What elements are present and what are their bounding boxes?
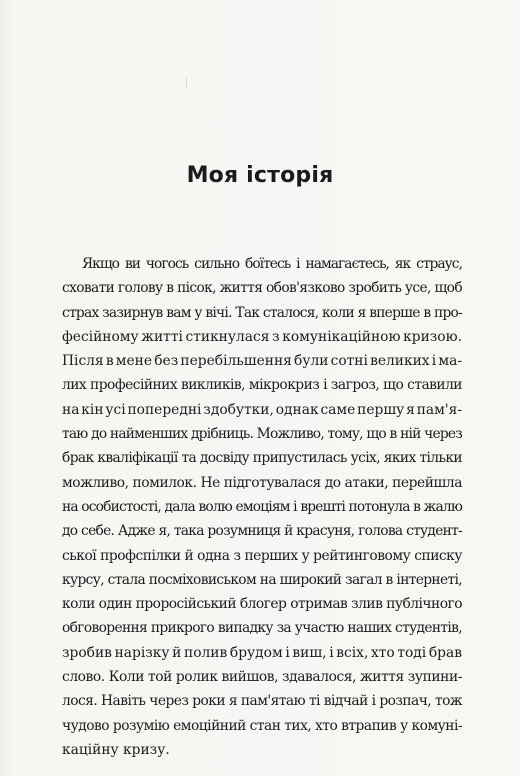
text-line: каційну кризу. xyxy=(62,741,170,758)
text-line: на особистості, дала волю емоціям і врешті потонула в жалю xyxy=(62,498,462,515)
text-line: до себе. Адже я, така розумниця й красуня, голова студент- xyxy=(62,523,462,540)
text-line: можливо, помилок. Не підготувалася до атаки, перейшла xyxy=(62,474,463,491)
text-line: фесійному житті стикнулася з комунікаційною кризою. xyxy=(62,328,462,345)
text-line: курсу, стала посміховиськом на широкий загал в інтернеті, xyxy=(62,571,463,588)
text-line: лих професійних викликів, мікрокриз і загроз, що ставили xyxy=(62,377,462,394)
chapter-body xyxy=(62,252,462,762)
text-line: коли один проросійський блогер отримав злив публічного xyxy=(62,596,462,613)
text-line: на кін усі попередні здобутки, однак саме першу я пам'я- xyxy=(62,401,463,418)
text-line: обговорення прикрого випадку за участю наших студентів, xyxy=(62,620,462,637)
text-line: слово. Коли той ролик вийшов, здавалося, життя зупини- xyxy=(62,669,462,686)
text-line: брак кваліфікації та досвіду припустилась усіх, яких тільки xyxy=(62,450,462,467)
chapter-title: Моя історія xyxy=(186,163,334,188)
text-line: зробив нарізку й полив брудом і виш, і всіх, хто тоді брав xyxy=(62,644,462,661)
text-line: таю до найменших дрібниць. Можливо, тому, що в ній через xyxy=(62,426,462,443)
text-line: ської профспілки й одна з перших у рейтинговому списку xyxy=(62,547,462,564)
page-mark xyxy=(186,78,187,88)
text-line: сховати голову в пісок, життя обов'язково зробить усе, щоб xyxy=(62,280,462,297)
text-line: лося. Навіть через роки я пам'ятаю ті відчай і розпач, тож xyxy=(62,693,463,710)
text-line: Після в мене без перебільшення були сотні великих і ма- xyxy=(62,353,462,370)
text-line: чудово розумію емоційний стан тих, хто втрапив у комуні- xyxy=(62,717,463,734)
text-line: страх зазирнув вам у вічі. Так сталося, коли я вперше в про- xyxy=(62,304,463,321)
text-line: Якщо ви чогось сильно боїтесь і намагаєтесь, як страус, xyxy=(82,256,462,272)
